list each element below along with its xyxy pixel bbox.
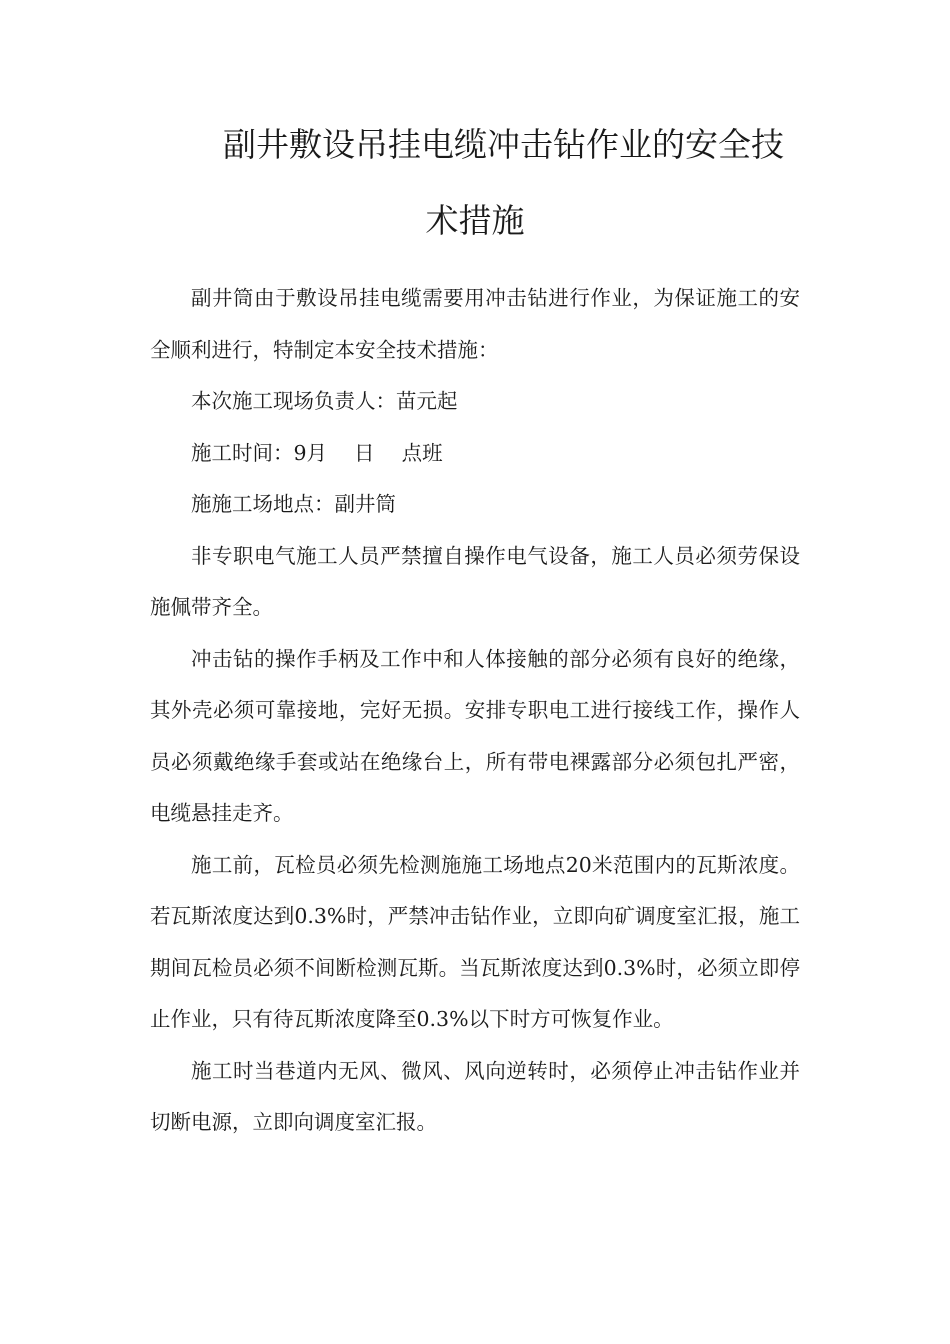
paragraph-construction-location: 施施工场地点：副井筒 — [191, 492, 396, 516]
paragraph-personnel-rule: 非专职电气施工人员严禁擅自操作电气设备，施工人员必须劳保设施佩带齐全。 — [150, 543, 800, 619]
paragraph-ventilation: 施工时当巷道内无风、微风、风向逆转时，必须停止冲击钻作业并切断电源，立即向调度室汇报。 — [150, 1058, 800, 1134]
paragraph-intro: 副井筒由于敷设吊挂电缆需要用冲击钻进行作业，为保证施工的安全顺利进行，特制定本安全技术措施： — [150, 286, 800, 362]
paragraph-site-supervisor: 本次施工现场负责人：苗元起 — [191, 389, 458, 413]
paragraph-drill-insulation: 冲击钻的操作手柄及工作中和人体接触的部分必须有良好的绝缘，其外壳必须可靠接地，完好无损。安排专职电工进行接线工作，操作人员必须戴绝缘手套或站在绝缘台上，所有带电裸露部分必须包扎严密，电缆悬挂走齐。 — [150, 646, 800, 825]
paragraph-construction-time: 施工时间：9月 日 点班 — [191, 440, 443, 465]
document-title-line-1: 副井敷设吊挂电缆冲击钻作业的安全技 — [223, 125, 784, 164]
paragraph-gas-detection: 施工前，瓦检员必须先检测施施工场地点20米范围内的瓦斯浓度。若瓦斯浓度达到0.3%时，严禁冲击钻作业，立即向矿调度室汇报，施工期间瓦检员必须不间断检测瓦斯。当瓦斯浓度达到0.3%时，必须立即停止作业，只有待瓦斯浓度降至0.3%以下时方可恢复作业。 — [150, 852, 800, 1031]
document-title-line-2: 术措施 — [425, 201, 525, 240]
document-body — [150, 273, 800, 1149]
